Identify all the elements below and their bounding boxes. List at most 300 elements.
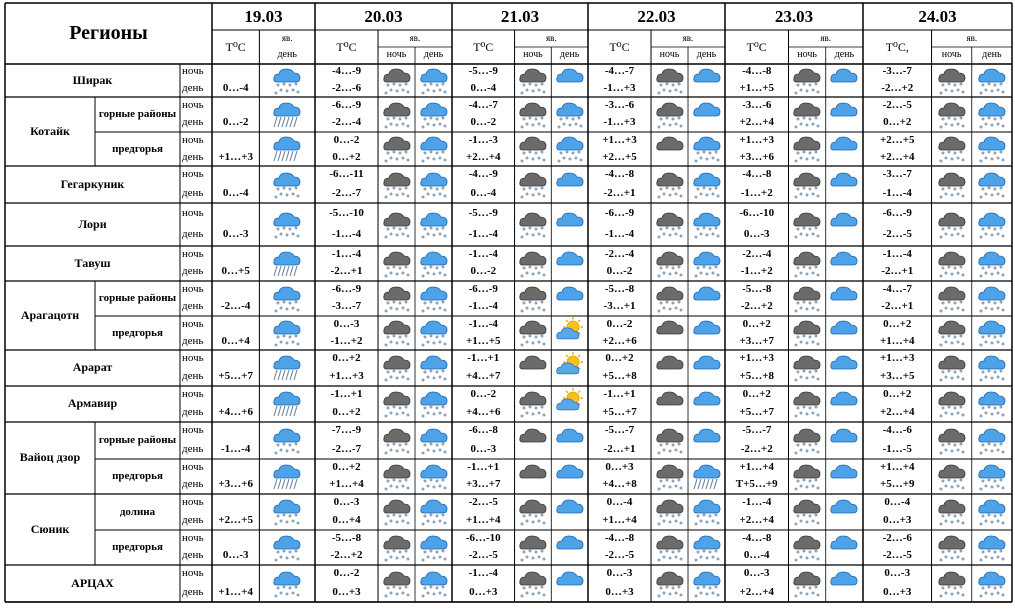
temperature-day: -1…-4	[468, 300, 498, 313]
snow-cloud-icon	[692, 497, 722, 527]
sun-cloud-icon	[555, 353, 585, 383]
snow-cloud-icon	[419, 497, 449, 527]
snow-cloud-dark-icon	[937, 100, 967, 130]
temperature-day: +1…+4	[466, 514, 501, 527]
cloud-icon	[692, 389, 722, 419]
temperature-day: 0…+3	[883, 514, 912, 527]
cloud-dark-icon	[655, 134, 685, 164]
night-label: ночь	[182, 531, 204, 544]
temperature-day: +4…+8	[602, 478, 637, 491]
phenomena-header: яв.	[682, 32, 694, 43]
snow-cloud-dark-icon	[937, 569, 967, 599]
snow-cloud-dark-icon	[518, 100, 548, 130]
temperature-night: -4…-9	[468, 168, 498, 181]
temperature-day: 0…+3	[332, 585, 361, 598]
snow-cloud-icon	[555, 100, 585, 130]
snow-cloud-icon	[419, 134, 449, 164]
temperature-night: -6…-9	[331, 282, 362, 295]
region-name: Сюник	[30, 521, 70, 536]
temperature-day: -2…+1	[330, 265, 363, 278]
subregion-name: предгорья	[112, 142, 163, 155]
temperature-day: +3…+5	[879, 370, 915, 383]
snow-cloud-dark-icon	[518, 389, 548, 419]
cloud-icon	[829, 462, 859, 492]
temperature-day: 0…+3	[469, 585, 498, 598]
temperature-day: -2…-4	[221, 300, 251, 313]
night-label: ночь	[182, 247, 204, 260]
cloud-dark-icon	[518, 426, 548, 456]
temperature-night: -1…-4	[468, 567, 498, 580]
temperature-day: +2…+4	[879, 150, 915, 163]
cloud-icon	[829, 353, 859, 383]
date-header: 23.03	[774, 6, 814, 26]
temperature-day: +3…+6	[739, 150, 774, 163]
temperature-night: -3…-6	[742, 98, 772, 111]
temperature-day: -2…+2	[881, 81, 914, 94]
snow-cloud-icon	[419, 462, 449, 492]
region-name: Арагацотн	[20, 307, 80, 322]
temperature-night: +1…+3	[879, 352, 915, 365]
temperature-day: -2…-5	[882, 549, 912, 562]
temperature-night: 0…-2	[333, 133, 360, 146]
temperature-day: 0…+2	[332, 406, 361, 419]
cloud-icon	[829, 249, 859, 279]
rain-cloud-icon	[272, 249, 302, 279]
cloud-icon	[555, 462, 585, 492]
day-header: день	[559, 49, 580, 61]
snow-cloud-dark-icon	[937, 426, 967, 456]
night-header: ночь	[386, 49, 407, 61]
snow-cloud-dark-icon	[792, 284, 822, 314]
temperature-day: +5…+7	[602, 406, 637, 419]
snow-cloud-dark-icon	[792, 170, 822, 200]
day-header: день	[277, 49, 297, 61]
header-title: Регионы	[69, 22, 148, 44]
snow-cloud-dark-icon	[792, 318, 822, 348]
snow-cloud-dark-icon	[655, 170, 685, 200]
temperature-day: 0…-3	[470, 442, 497, 455]
day-label: день	[182, 514, 204, 527]
day-label: день	[182, 406, 204, 419]
temperature-day: 0…+4	[221, 334, 250, 347]
temperature-day: -2…+2	[740, 442, 773, 455]
temperature-night: +1…+4	[879, 460, 915, 473]
subregion-name: предгорья	[112, 541, 163, 554]
cloud-icon	[829, 284, 859, 314]
region-name: Лори	[78, 216, 107, 231]
temperature-night: -5…-9	[468, 65, 498, 78]
night-label: ночь	[182, 282, 204, 295]
snow-cloud-dark-icon	[937, 497, 967, 527]
temperature-night: -2…-6	[882, 531, 912, 544]
night-header: ночь	[941, 49, 962, 61]
cloud-icon	[555, 249, 585, 279]
temperature-day: -1…-4	[468, 228, 498, 241]
snow-cloud-dark-icon	[382, 100, 412, 130]
temperature-night: -5…-8	[604, 282, 635, 295]
day-label: день	[182, 478, 204, 491]
temperature-day: +1…+4	[218, 585, 253, 598]
date-header: 21.03	[500, 6, 540, 26]
temperature-night: -2…-5	[882, 98, 912, 111]
snow-cloud-dark-icon	[937, 318, 967, 348]
snow-cloud-icon	[272, 426, 302, 456]
cloud-icon	[555, 170, 585, 200]
cloud-icon	[555, 284, 585, 314]
temperature-day: -1…+3	[603, 116, 636, 129]
snow-cloud-icon	[977, 318, 1007, 348]
temperature-day: 0…-4	[470, 81, 497, 94]
region-name: АРЦАХ	[71, 575, 114, 590]
temperature-day: -2…-6	[331, 81, 362, 94]
temperature-night: -1…-4	[742, 496, 772, 509]
phenomena-header: яв.	[820, 32, 832, 43]
snow-cloud-icon	[977, 170, 1007, 200]
night-label: ночь	[182, 352, 204, 365]
phenomena-header: яв.	[409, 32, 421, 43]
night-label: ночь	[182, 567, 204, 580]
temperature-day: -1…-4	[604, 228, 635, 241]
temperature-night: 0…+2	[332, 460, 361, 473]
snow-cloud-icon	[977, 210, 1007, 240]
cloud-icon	[692, 284, 722, 314]
snow-cloud-dark-icon	[382, 66, 412, 96]
temperature-day: -2…-5	[882, 228, 912, 241]
night-label: ночь	[182, 133, 204, 146]
cloud-icon	[829, 389, 859, 419]
date-header: 19.03	[244, 6, 283, 26]
snow-cloud-icon	[419, 533, 449, 563]
temperature-day: +5…+7	[218, 370, 253, 383]
temperature-day: -1…-5	[882, 442, 912, 455]
cloud-dark-icon	[518, 462, 548, 492]
snow-cloud-dark-icon	[382, 497, 412, 527]
temperature-day: 0…-2	[470, 116, 497, 129]
day-label: день	[182, 442, 204, 455]
snow-cloud-dark-icon	[518, 284, 548, 314]
day-label: день	[182, 300, 204, 313]
snow-cloud-icon	[977, 426, 1007, 456]
subregion-name: горные районы	[98, 434, 177, 447]
temperature-night: +1…+3	[602, 133, 637, 146]
temperature-night: -3…-7	[882, 168, 912, 181]
rain-cloud-icon	[272, 353, 302, 383]
temperature-day: -1…-4	[882, 186, 912, 199]
temperature-night: -2…-5	[468, 496, 498, 509]
temperature-day: +1…+4	[879, 334, 915, 347]
temperature-night: 0…-3	[884, 567, 911, 580]
temperature-day: 0…-4	[743, 549, 770, 562]
cloud-dark-icon	[655, 389, 685, 419]
cloud-icon	[555, 569, 585, 599]
temperature-night: 0…-3	[333, 496, 360, 509]
snow-cloud-icon	[272, 569, 302, 599]
region-name: Гегаркуник	[60, 176, 125, 191]
sun-cloud-icon	[555, 389, 585, 419]
temperature-day: +1…+3	[218, 150, 253, 163]
temperature-night: 0…-2	[333, 567, 360, 580]
snow-cloud-icon	[272, 210, 302, 240]
snow-cloud-dark-icon	[655, 249, 685, 279]
phenomena-header: яв.	[966, 32, 978, 43]
temperature-night: 0…+3	[605, 460, 634, 473]
temperature-night: -6…-11	[329, 168, 364, 181]
snow-cloud-icon	[692, 134, 722, 164]
snow-cloud-dark-icon	[382, 462, 412, 492]
temperature-night: -1…-4	[468, 247, 498, 260]
snow-cloud-dark-icon	[382, 318, 412, 348]
temperature-night: -4…-7	[882, 282, 912, 295]
temperature-day: 0…-3	[222, 549, 249, 562]
temperature-day: 0…-3	[743, 228, 770, 241]
snow-cloud-dark-icon	[382, 533, 412, 563]
temperature-day: -2…+2	[740, 300, 773, 313]
snow-cloud-icon	[419, 170, 449, 200]
rain-cloud-icon	[272, 389, 302, 419]
phenomena-header: яв.	[281, 32, 293, 43]
temperature-night: -1…-3	[468, 133, 498, 146]
snow-cloud-icon	[977, 66, 1007, 96]
snow-cloud-dark-icon	[937, 389, 967, 419]
cloud-icon	[829, 170, 859, 200]
temperature-header: T⁰C	[746, 39, 767, 54]
temperature-day: +1…+5	[466, 334, 501, 347]
temperature-night: 0…-2	[606, 317, 633, 330]
temperature-day: 0…-4	[222, 81, 249, 94]
snow-cloud-dark-icon	[518, 569, 548, 599]
snow-cloud-icon	[977, 462, 1007, 492]
snow-cloud-dark-icon	[792, 249, 822, 279]
temperature-header: T⁰C	[225, 39, 246, 54]
temperature-night: -1…+1	[603, 388, 636, 401]
snow-cloud-icon	[419, 284, 449, 314]
temperature-header: T⁰C,	[885, 39, 909, 54]
snow-cloud-dark-icon	[655, 426, 685, 456]
temperature-day: 0…+3	[605, 585, 634, 598]
snow-cloud-dark-icon	[792, 210, 822, 240]
temperature-day: +2…+6	[602, 334, 637, 347]
temperature-header: T⁰C	[473, 39, 494, 54]
cloud-icon	[555, 533, 585, 563]
date-header: 22.03	[637, 6, 676, 26]
night-label: ночь	[182, 168, 204, 181]
temperature-night: +1…+4	[739, 460, 774, 473]
snow-cloud-icon	[419, 569, 449, 599]
temperature-night: -1…-4	[468, 317, 498, 330]
cloud-icon	[829, 66, 859, 96]
snow-cloud-dark-icon	[518, 497, 548, 527]
temperature-day: -1…-4	[331, 228, 362, 241]
temperature-day: -2…-7	[331, 186, 362, 199]
region-name: Ширак	[72, 72, 113, 87]
temperature-night: -6…-10	[739, 206, 775, 219]
temperature-night: -2…-4	[604, 247, 635, 260]
snow-cloud-icon	[272, 284, 302, 314]
snow-cloud-dark-icon	[655, 66, 685, 96]
day-label: день	[182, 585, 204, 598]
snow-cloud-icon	[977, 389, 1007, 419]
cloud-icon	[829, 569, 859, 599]
snow-cloud-dark-icon	[518, 170, 548, 200]
temperature-day: -2…+2	[330, 549, 363, 562]
snow-cloud-icon	[692, 170, 722, 200]
snow-cloud-icon	[555, 134, 585, 164]
temperature-night: -6…-9	[331, 98, 362, 111]
cloud-icon	[692, 353, 722, 383]
temperature-day: -2…-5	[604, 549, 635, 562]
snow-cloud-dark-icon	[382, 249, 412, 279]
temperature-night: -4…-7	[604, 65, 635, 78]
cloud-icon	[829, 318, 859, 348]
snow-cloud-icon	[977, 284, 1007, 314]
day-label: день	[182, 186, 204, 199]
snow-cloud-dark-icon	[937, 170, 967, 200]
temperature-day: +1…+5	[739, 81, 774, 94]
snow-cloud-dark-icon	[382, 389, 412, 419]
cloud-icon	[692, 100, 722, 130]
temperature-night: -2…-4	[742, 247, 772, 260]
cloud-dark-icon	[655, 353, 685, 383]
snow-cloud-dark-icon	[937, 462, 967, 492]
cloud-dark-icon	[655, 318, 685, 348]
temperature-night: 0…+2	[332, 352, 361, 365]
night-header: ночь	[523, 49, 543, 61]
cloud-icon	[829, 134, 859, 164]
temperature-night: -4…-6	[882, 424, 912, 437]
temperature-day: 0…+3	[883, 585, 912, 598]
snow-cloud-icon	[419, 353, 449, 383]
temperature-night: 0…-4	[606, 496, 633, 509]
day-label: день	[182, 265, 204, 278]
night-header: ночь	[659, 49, 680, 61]
snow-cloud-dark-icon	[937, 284, 967, 314]
snow-cloud-icon	[419, 100, 449, 130]
snow-cloud-dark-icon	[382, 426, 412, 456]
date-header: 24.03	[918, 6, 957, 26]
day-label: день	[182, 116, 204, 129]
cloud-icon	[692, 66, 722, 96]
snow-cloud-dark-icon	[792, 134, 822, 164]
snow-cloud-dark-icon	[655, 533, 685, 563]
temperature-night: -3…-7	[882, 65, 912, 78]
cloud-icon	[555, 497, 585, 527]
temperature-day: +5…+9	[879, 478, 915, 491]
cloud-icon	[829, 210, 859, 240]
temperature-day: -1…+2	[740, 265, 773, 278]
temperature-night: -5…-7	[604, 424, 635, 437]
snow-cloud-dark-icon	[792, 389, 822, 419]
snow-cloud-icon	[977, 353, 1007, 383]
subregion-name: предгорья	[112, 326, 163, 339]
snow-cloud-icon	[977, 249, 1007, 279]
temperature-day: +2…+4	[739, 514, 774, 527]
subregion-name: горные районы	[98, 292, 177, 305]
cloud-icon	[692, 426, 722, 456]
temperature-night: -5…-7	[742, 424, 772, 437]
snow-cloud-icon	[977, 134, 1007, 164]
night-label: ночь	[182, 317, 204, 330]
temperature-day: T+5…+9	[735, 478, 778, 491]
region-name: Армавир	[67, 396, 118, 411]
night-label: ночь	[182, 460, 204, 473]
snow-cloud-dark-icon	[792, 426, 822, 456]
temperature-day: +2…+5	[602, 150, 637, 163]
snow-cloud-icon	[419, 249, 449, 279]
temperature-night: -1…-4	[331, 247, 362, 260]
snow-cloud-dark-icon	[382, 170, 412, 200]
snow-cloud-icon	[419, 389, 449, 419]
temperature-header: T⁰C	[336, 39, 357, 54]
snow-cloud-dark-icon	[382, 210, 412, 240]
temperature-day: 0…+2	[883, 116, 912, 129]
temperature-day: -1…+3	[603, 81, 636, 94]
snow-cloud-dark-icon	[792, 497, 822, 527]
snow-cloud-icon	[977, 569, 1007, 599]
cloud-icon	[829, 426, 859, 456]
temperature-day: +3…+6	[218, 478, 253, 491]
snow-cloud-dark-icon	[518, 318, 548, 348]
temperature-night: -4…-9	[331, 65, 362, 78]
temperature-night: -4…-8	[742, 531, 772, 544]
night-label: ночь	[182, 206, 204, 219]
temperature-night: +1…+3	[739, 133, 774, 146]
snow-cloud-dark-icon	[518, 134, 548, 164]
snow-cloud-icon	[977, 497, 1007, 527]
temperature-night: 0…-3	[333, 317, 360, 330]
temperature-day: +3…+7	[466, 478, 501, 491]
snow-cloud-dark-icon	[655, 284, 685, 314]
temperature-night: -4…-7	[468, 98, 498, 111]
snow-cloud-dark-icon	[655, 462, 685, 492]
rain-cloud-icon	[272, 462, 302, 492]
rain-cloud-icon	[272, 134, 302, 164]
temperature-night: 0…+2	[883, 388, 912, 401]
night-label: ночь	[182, 496, 204, 509]
day-label: день	[182, 370, 204, 383]
temperature-day: 0…+4	[332, 514, 361, 527]
region-name: Арарат	[72, 360, 113, 375]
temperature-night: -4…-8	[742, 168, 772, 181]
temperature-day: +4…+6	[218, 406, 253, 419]
snow-cloud-dark-icon	[937, 66, 967, 96]
temperature-night: -6…-8	[468, 424, 498, 437]
night-label: ночь	[182, 424, 204, 437]
rain-cloud-icon	[692, 462, 722, 492]
temperature-day: -1…+2	[330, 334, 363, 347]
snow-cloud-dark-icon	[792, 569, 822, 599]
temperature-night: +2…+5	[879, 133, 915, 146]
rain-cloud-icon	[272, 100, 302, 130]
temperature-day: +2…+4	[879, 406, 915, 419]
snow-cloud-dark-icon	[518, 533, 548, 563]
temperature-day: +5…+8	[739, 370, 774, 383]
region-name: Тавуш	[74, 255, 111, 270]
cloud-icon	[555, 426, 585, 456]
snow-cloud-dark-icon	[937, 533, 967, 563]
temperature-night: 0…+2	[605, 352, 634, 365]
temperature-night: -1…+1	[330, 388, 363, 401]
temperature-day: -2…-4	[331, 116, 362, 129]
day-header: день	[696, 49, 717, 61]
snow-cloud-dark-icon	[655, 210, 685, 240]
snow-cloud-dark-icon	[937, 353, 967, 383]
temperature-night: -4…-8	[742, 65, 772, 78]
night-header: ночь	[797, 49, 817, 61]
snow-cloud-icon	[419, 66, 449, 96]
snow-cloud-icon	[692, 569, 722, 599]
temperature-day: -2…+1	[881, 300, 914, 313]
snow-cloud-dark-icon	[792, 353, 822, 383]
